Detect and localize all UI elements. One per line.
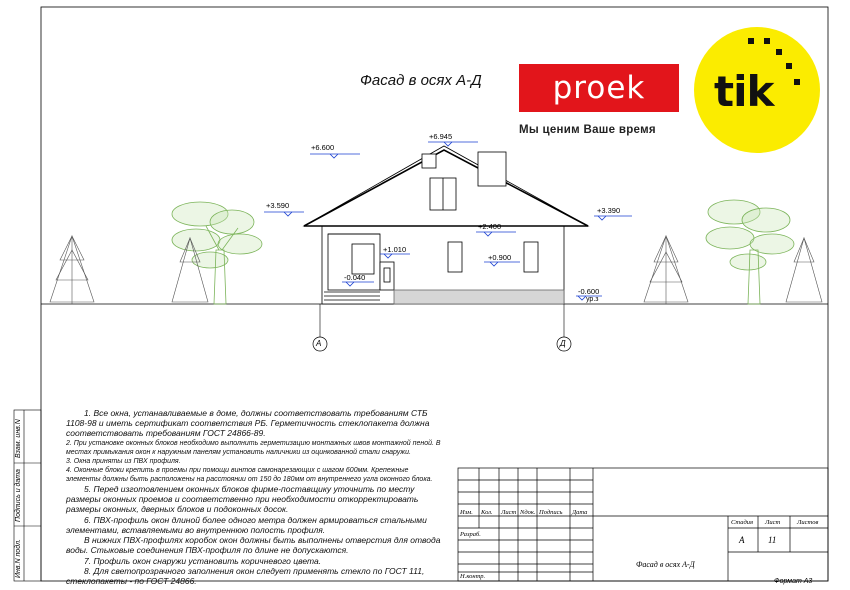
logo-dot	[764, 38, 770, 44]
note-5: 5. Перед изготовлением оконных блоков фирме-поставщику уточнить по месту размеры оконных проемов и соответственно при необходимости откорректировать размеры оконных, дверных блоков и подоконных досок.	[66, 484, 419, 515]
note-7: 7. Профиль окон снаружи установить коричневого цвета.	[84, 555, 322, 566]
tb-podpis: Подпись	[539, 509, 563, 516]
tb-sheet-name: Фасад в осях А-Д	[636, 560, 695, 569]
tb-data: Дата	[572, 509, 588, 516]
tb-kol: Кол.	[481, 509, 493, 516]
note-2: 2. При установке оконных блоков необходимо выполнить герметизацию монтажных швов монтажной пеной. В местах примыкания окон к наружным панелям установить наличники из оцинкованной стали снаружи.	[66, 439, 441, 456]
tb-list: Лист	[501, 509, 517, 516]
page-title: Фасад в осях А-Д	[360, 72, 482, 89]
tb-listov-label: Листов	[797, 519, 819, 526]
logo-dot	[786, 63, 792, 69]
tb-list-value: 11	[768, 535, 777, 545]
stamp-inv-podl: Инв.N подл.	[15, 539, 22, 578]
tb-stadiya-value: А	[739, 535, 745, 545]
tree-deciduous-right	[706, 200, 794, 304]
tik-logo-text: tik	[714, 67, 774, 116]
tb-razrab: Разраб.	[460, 531, 481, 538]
level-porch: +1.010	[383, 245, 407, 254]
note-8: 8. Для светопрозрачного заполнения окон следует применять стекло по ГОСТ 111, стеклопакеты - по ГОСТ 24866.	[66, 565, 425, 586]
level-right-eave: +3.390	[597, 206, 621, 215]
tb-stadiya-label: Стадия	[731, 519, 754, 526]
note-3: 3. Окна приняты из ПВХ профиля.	[66, 457, 181, 465]
axis-label-left: А	[316, 339, 322, 348]
level-ground: -0.600	[578, 287, 600, 296]
stamp-sign-date: Подпись и дата	[15, 469, 22, 522]
level-window-sill: +0.900	[488, 253, 512, 262]
tb-list-label: Лист	[765, 519, 781, 526]
proek-logo-text: proek	[552, 70, 646, 106]
note-6: 6. ПВХ-профиль окон длиной более одного метра должен армироваться стальными элементами, вставляемыми во внутреннюю полость профиля.	[66, 514, 427, 535]
tb-ndok: Nдок.	[520, 509, 536, 516]
notes-block	[66, 408, 444, 586]
tik-logo	[694, 27, 820, 153]
stamp-inv-vz: Взам. инв.N	[15, 419, 22, 458]
level-left-top: +6.600	[311, 143, 335, 152]
proek-logo	[519, 64, 679, 112]
logo-dot	[794, 79, 800, 85]
tree-fir-left	[50, 236, 94, 304]
format-label: Формат А3	[774, 578, 813, 585]
tb-izm: Изм.	[460, 509, 473, 516]
note-1: 1. Все окна, устанавливаемые в доме, должны соответствовать требованиям СТБ 1108-98 и иметь сертификат соответствия РБ. Герметичность стеклопакета должна соответствовать требованиям ГОСТ 24866-89.	[66, 408, 430, 439]
level-window-top: +2.400	[478, 222, 502, 231]
level-ground-note: ур.з	[586, 296, 599, 303]
slogan: Мы ценим Ваше время	[519, 124, 656, 136]
level-porch-ground: -0.040	[344, 273, 366, 282]
logo-dot	[776, 49, 782, 55]
level-ridge: +6.945	[429, 132, 453, 141]
axis-label-right: Д	[560, 339, 566, 348]
note-4: 4. Оконные блоки крепить в проемы при помощи винтов самонарезающих с шагом 600мм. Крепежные элементы должны быть расположены на расстоянии от 150 до 180мм от внутреннего угла оконного блока.	[66, 466, 433, 483]
level-left-eave: +3.590	[266, 201, 290, 210]
note-6b: В нижних ПВХ-профилях коробок окон должны быть выполнены отверстия для отвода воды. Стыковые соединения ПВХ-профиля по длине не допускаются.	[66, 535, 441, 556]
tree-fir-right	[644, 236, 688, 304]
logo-dot	[748, 38, 754, 44]
tb-nkontr: Н.контр.	[460, 573, 486, 580]
